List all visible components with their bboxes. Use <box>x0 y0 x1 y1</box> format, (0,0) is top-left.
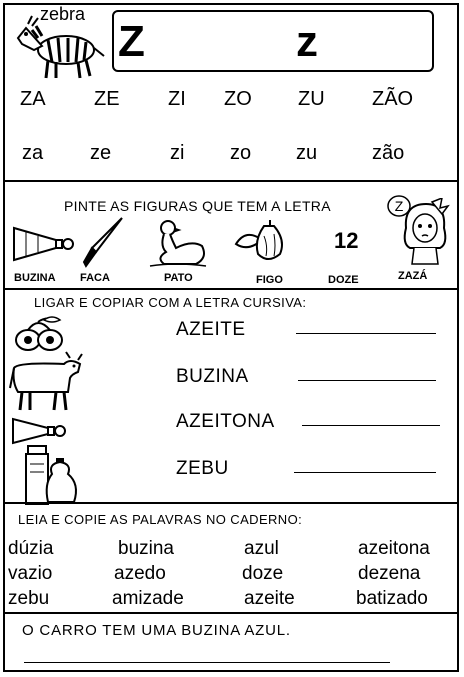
syllable-lower: zão <box>372 142 405 164</box>
picture-label-doze: DOZE <box>328 274 359 286</box>
syllable-upper: ZE <box>94 88 120 110</box>
syllable-upper: ZA <box>20 88 46 110</box>
divider <box>3 502 459 504</box>
paint-instruction: PINTE AS FIGURAS QUE TEM A LETRA <box>64 198 331 214</box>
picture-label-zaza: ZAZÁ <box>398 270 428 282</box>
word: zebu <box>8 588 50 609</box>
word: azul <box>244 538 279 559</box>
girl-icon <box>398 198 452 266</box>
write-line[interactable] <box>298 380 436 381</box>
syllable-lower: ze <box>90 142 112 164</box>
write-line[interactable] <box>294 472 436 473</box>
match-word-azeitona: AZEITONA <box>176 411 275 432</box>
word: buzina <box>118 538 174 559</box>
fig-icon <box>234 218 298 266</box>
word: doze <box>242 563 284 584</box>
write-line[interactable] <box>296 333 436 334</box>
divider <box>3 288 459 290</box>
picture-label-buzina: BUZINA <box>14 272 56 284</box>
word: azeitona <box>358 538 430 559</box>
syllable-lower: za <box>22 142 44 164</box>
syllable-upper: ZO <box>224 88 252 110</box>
word: vazio <box>8 563 53 584</box>
duck-icon <box>146 218 210 270</box>
match-word-zebu: ZEBU <box>176 458 229 479</box>
word: batizado <box>356 588 428 609</box>
upper-letter: Z <box>118 17 145 66</box>
syllable-lower: zo <box>230 142 252 164</box>
syllable-upper: ZU <box>298 88 325 110</box>
number-twelve: 12 <box>334 228 359 253</box>
word: dúzia <box>8 538 54 559</box>
word: dezena <box>358 563 421 584</box>
syllable-upper: ZI <box>168 88 186 110</box>
lower-letter: z <box>296 17 318 66</box>
divider <box>3 612 459 614</box>
knife-icon <box>82 214 126 270</box>
read-title: LEIA E COPIE AS PALAVRAS NO CADERNO: <box>18 512 303 527</box>
write-line[interactable] <box>302 425 440 426</box>
picture-label-figo: FIGO <box>256 274 283 286</box>
syllable-lower: zi <box>170 142 185 164</box>
divider <box>3 180 459 182</box>
horn-icon <box>10 416 66 446</box>
syllable-lower: zu <box>296 142 318 164</box>
match-word-buzina: BUZINA <box>176 366 249 387</box>
word: azedo <box>114 563 166 584</box>
animal-word: zebra <box>40 4 86 24</box>
picture-label-faca: FACA <box>80 272 110 284</box>
word: azeite <box>244 588 295 609</box>
picture-label-pato: PATO <box>164 272 193 284</box>
svg-text:Z: Z <box>394 198 404 214</box>
oil-bottle-icon <box>20 444 82 506</box>
horn-icon <box>10 222 74 266</box>
match-title: LIGAR E COPIAR COM A LETRA CURSIVA: <box>34 295 307 310</box>
word: amizade <box>112 588 184 609</box>
syllable-upper: ZÃO <box>372 88 414 110</box>
match-word-azeite: AZEITE <box>176 319 246 340</box>
sentence-write-line[interactable] <box>24 662 390 663</box>
sentence: O CARRO TEM UMA BUZINA AZUL. <box>22 622 291 639</box>
ox-icon <box>8 348 84 414</box>
letter-box <box>112 10 434 72</box>
